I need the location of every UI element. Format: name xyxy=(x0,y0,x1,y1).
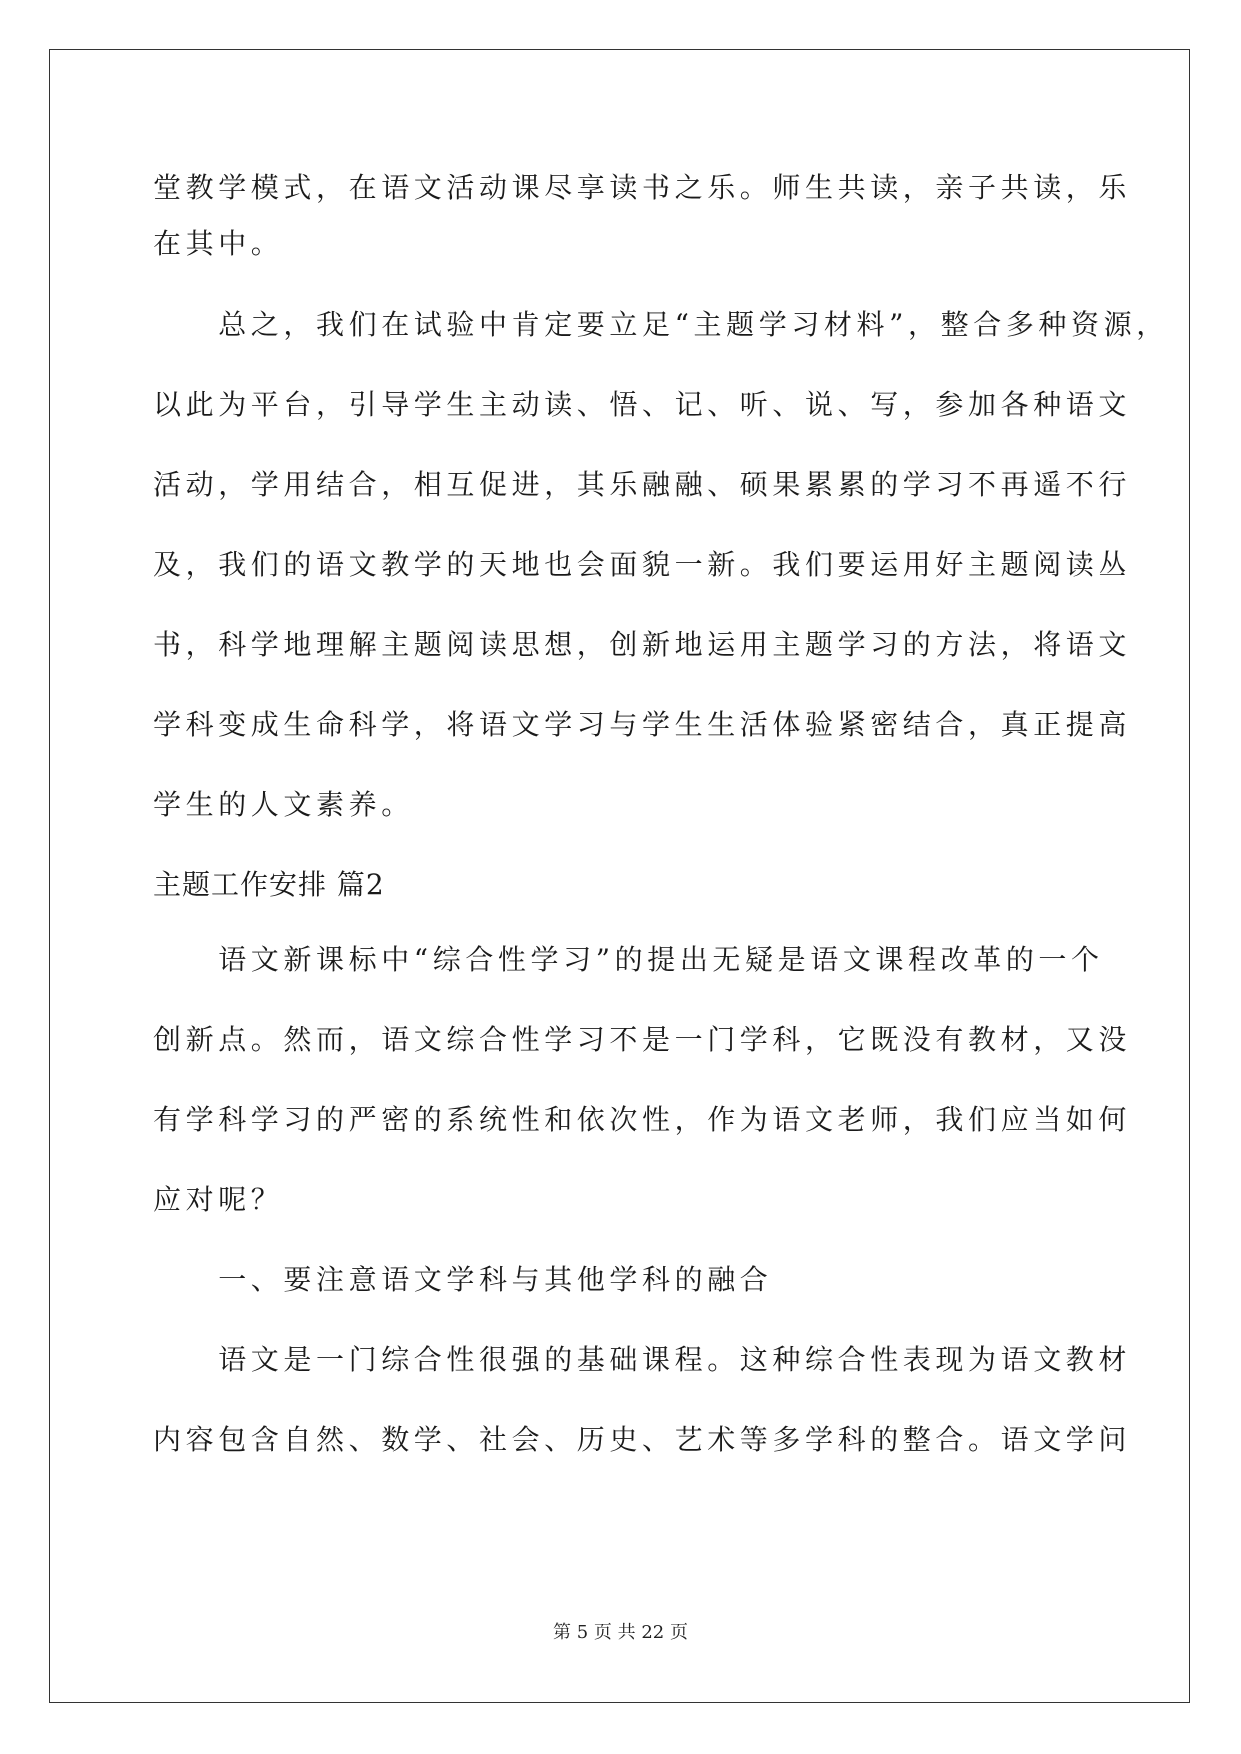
paragraph-line: 语文新课标中“综合性学习”的提出无疑是语文课程改革的一个 xyxy=(153,943,1104,976)
paragraph-line: 学生的人文素养。 xyxy=(153,788,414,821)
paragraph-line: 内容包含自然、数学、社会、历史、艺术等多学科的整合。语文学问 xyxy=(153,1423,1132,1456)
paragraph-line: 以此为平台，引导学生主动读、悟、记、听、说、写，参加各种语文 xyxy=(153,388,1132,421)
paragraph-line: 有学科学习的严密的系统性和依次性，作为语文老师，我们应当如何 xyxy=(153,1103,1132,1136)
paragraph-line: 活动，学用结合，相互促进，其乐融融、硕果累累的学习不再遥不行 xyxy=(153,468,1132,501)
section-heading: 主题工作安排 篇2 xyxy=(153,868,385,901)
subsection-heading: 一、要注意语文学科与其他学科的融合 xyxy=(153,1263,773,1296)
page-number-footer: 第 5 页 共 22 页 xyxy=(553,1622,688,1643)
paragraph-line: 书，科学地理解主题阅读思想，创新地运用主题学习的方法，将语文 xyxy=(153,628,1132,661)
paragraph-line: 及，我们的语文教学的天地也会面貌一新。我们要运用好主题阅读丛 xyxy=(153,548,1132,581)
paragraph-line: 应对呢？ xyxy=(153,1183,284,1216)
paragraph-line: 总之，我们在试验中肯定要立足“主题学习材料”，整合多种资源， xyxy=(153,308,1169,341)
paragraph-line: 在其中。 xyxy=(153,227,284,260)
paragraph-line: 创新点。然而，语文综合性学习不是一门学科，它既没有教材，又没 xyxy=(153,1023,1132,1056)
paragraph-line: 学科变成生命科学，将语文学习与学生生活体验紧密结合，真正提高 xyxy=(153,708,1132,741)
paragraph-line: 堂教学模式，在语文活动课尽享读书之乐。师生共读，亲子共读，乐 xyxy=(153,171,1132,204)
paragraph-line: 语文是一门综合性很强的基础课程。这种综合性表现为语文教材 xyxy=(153,1343,1132,1376)
